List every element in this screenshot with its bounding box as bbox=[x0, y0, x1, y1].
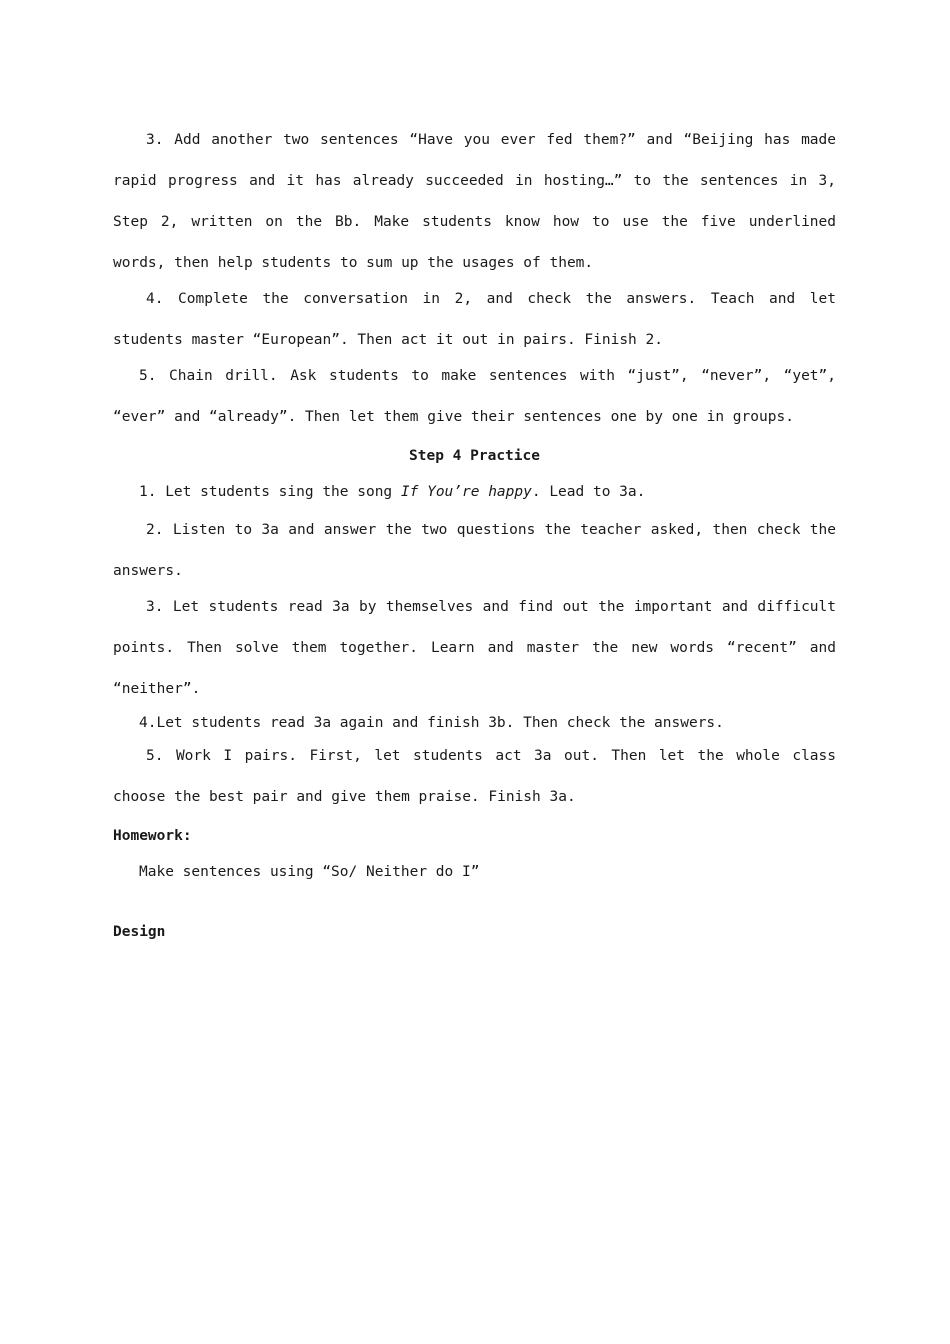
step4-item-1-suffix: . Lead to 3a. bbox=[531, 484, 646, 500]
list-item-4: 4. Complete the conversation in 2, and check the answers. Teach and let students master “European”. Then act it out in pairs. Finish 2. bbox=[113, 291, 836, 348]
homework-text: Make sentences using “So/ Neither do I” bbox=[139, 864, 480, 880]
list-item-3: 3. Add another two sentences “Have you ever fed them?” and “Beijing has made rapid progress and it has already succeeded in hosting…” to the sentences in 3, Step 2, written on the Bb. Make students know how to use the five underlined words, then help students to sum up the usages of them. bbox=[113, 132, 836, 271]
list-item-5: 5. Chain drill. Ask students to make sentences with “just”, “never”, “yet”, “ever” and “already”. Then let them give their sentences one by one in groups. bbox=[113, 368, 836, 425]
step4-item-5: 5. Work I pairs. First, let students act 3a out. Then let the whole class choose the best pair and give them praise. Finish 3a. bbox=[113, 748, 836, 805]
step4-item-4: 4.Let students read 3a again and finish 3b. Then check the answers. bbox=[139, 715, 724, 731]
design-heading: Design bbox=[113, 924, 166, 940]
step4-item-2: 2. Listen to 3a and answer the two questions the teacher asked, then check the answers. bbox=[113, 522, 836, 579]
homework-heading: Homework: bbox=[113, 828, 192, 844]
section-heading-step4: Step 4 Practice bbox=[409, 448, 540, 464]
song-title: If You’re happy bbox=[400, 484, 532, 500]
document-page bbox=[113, 120, 836, 950]
step4-item-3: 3. Let students read 3a by themselves and find out the important and difficult points. Then solve them together. Learn and master the new words “recent” and “neither”. bbox=[113, 599, 836, 697]
step4-item-1-prefix: 1. Let students sing the song bbox=[139, 484, 401, 500]
step4-item-1 bbox=[113, 474, 836, 510]
